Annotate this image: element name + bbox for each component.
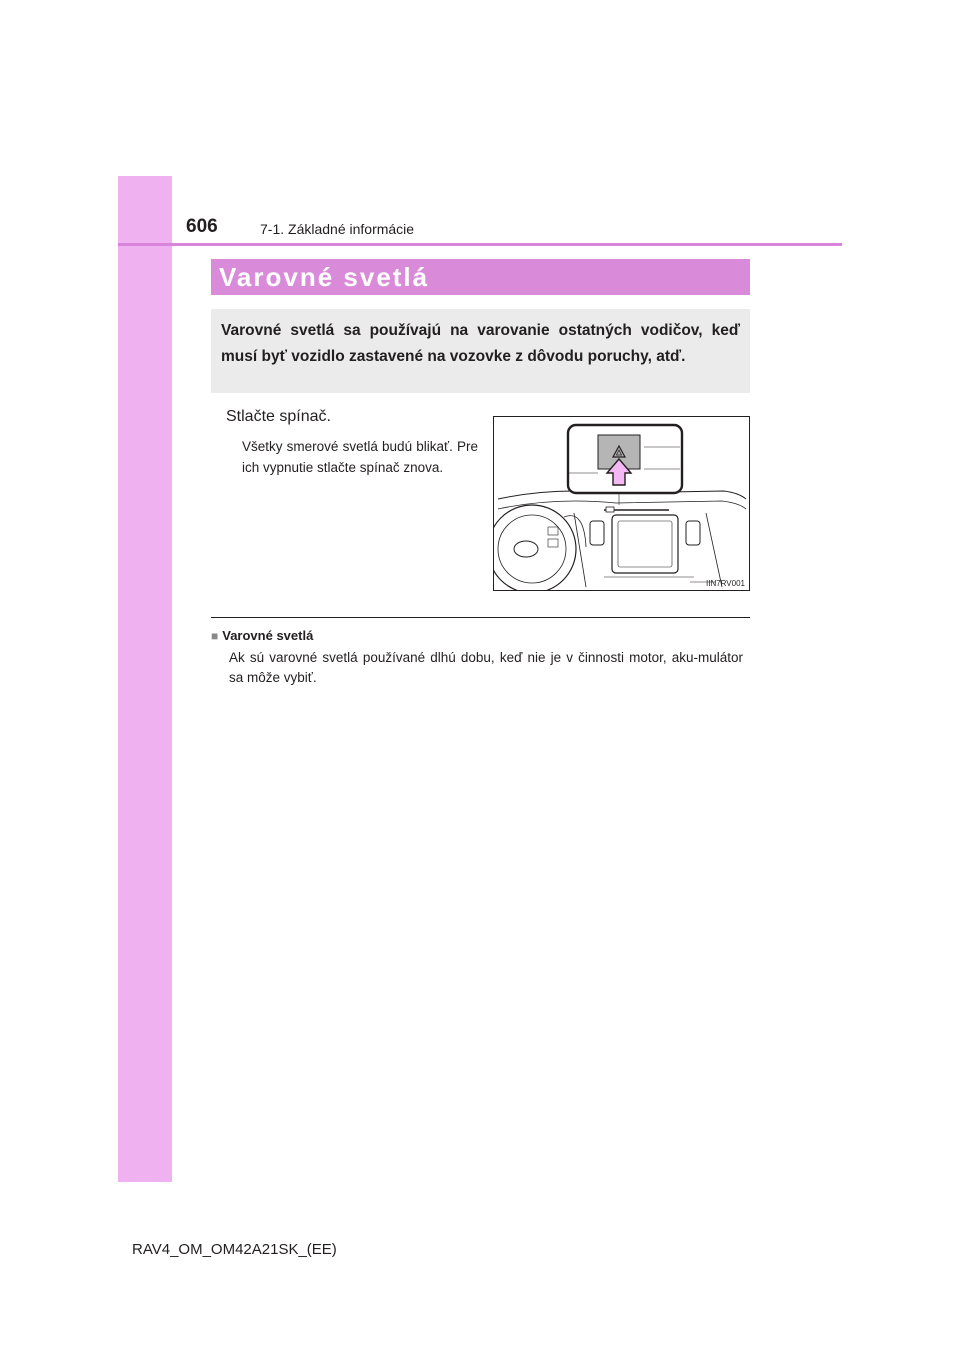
section-label: 7-1. Základné informácie	[260, 221, 415, 237]
note-heading	[211, 628, 313, 643]
dashboard-illustration	[494, 417, 749, 590]
page-number: 606	[186, 216, 218, 237]
figure-code: IIN7RV001	[706, 579, 745, 588]
notes-divider	[211, 617, 750, 618]
note-square-marker-icon: ■	[211, 629, 219, 643]
intro-text: Varovné svetlá sa používajú na varovanie ostatných vodičov, keď musí byť vozidlo zastavené na vozovke z dôvodu poruchy, atď.	[221, 322, 740, 365]
intro-box	[211, 309, 750, 393]
dashboard-figure	[493, 416, 750, 591]
page-title: Varovné svetlá	[219, 262, 430, 292]
note-body: Ak sú varovné svetlá používané dlhú dobu, keď nie je v činnosti motor, aku-mulátor sa môže vybiť.	[229, 650, 743, 685]
header-rule	[118, 243, 842, 246]
title-bar	[211, 259, 750, 295]
step-instruction: Stlačte spínač.	[226, 408, 331, 425]
note-heading-text: Varovné svetlá	[222, 628, 314, 643]
side-tab-band	[118, 176, 172, 1182]
step-note: Všetky smerové svetlá budú blikať. Pre ich vypnutie stlačte spínač znova.	[242, 439, 478, 475]
footer-doc-code: RAV4_OM_OM42A21SK_(EE)	[132, 1241, 337, 1258]
